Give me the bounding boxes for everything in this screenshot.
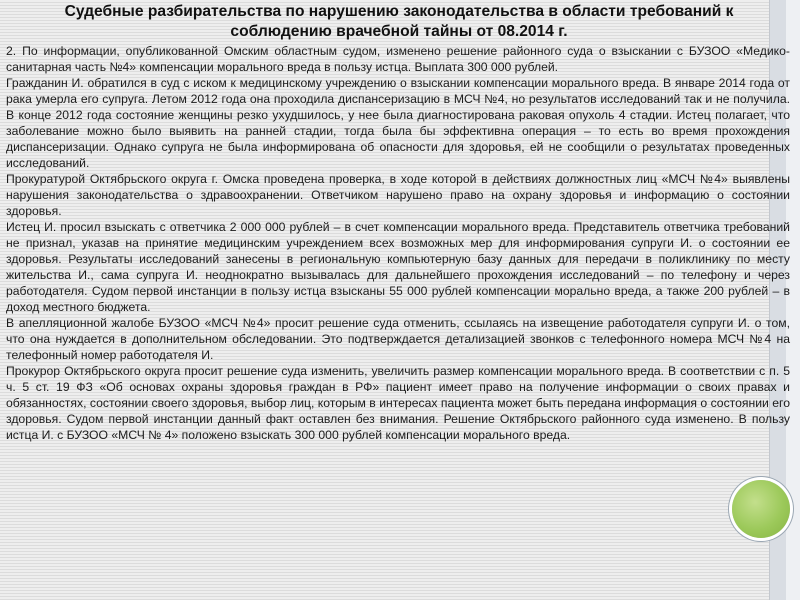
slide-body (6, 43, 792, 443)
paragraph-intro: 2. По информации, опубликованной Омским областным судом, изменено решение районного суда о взыскании с БУЗОО «Медико-санитарная часть №4» компенсации морального вреда в пользу истца. Выплата 300 000 рублей. (6, 44, 790, 74)
slide-title: Судебные разбирательства по нарушению законодательства в области требований к соблюдению врачебной тайны от 08.2014 г. (64, 3, 734, 40)
paragraph-claim: Гражданин И. обратился в суд с иском к медицинскому учреждению о взыскании компенсации морального вреда. В январе 2014 года от рака умерла его супруга. Летом 2012 года она проходила диспансеризацию в МСЧ №4, но результатов исследований так и не получила. В конце 2012 года состояние женщины резко ухудшилось, у нее была диагностирована раковая опухоль 4 стадии. Истец полагает, что заболевание можно было выявить на ранней стадии, тогда была бы эффективна операция – то есть во время прохождения диспансеризации. Однако супруга не была информирована об опасности для здоровья, ей не сообщили о результатах проведенных исследований. (6, 76, 790, 170)
paragraph-decision: Прокурор Октябрьского округа просит решение суда изменить, увеличить размер компенсации морального вреда. В соответствии с п. 5 ч. 5 ст. 19 ФЗ «Об основах охраны здоровья граждан в РФ» пациент имеет право на получение информации о своих правах и обязанностях, состоянии своего здоровья, выбор лиц, которым в интересах пациента может быть передана информация о состоянии его здоровья. Судом первой инстанции данный факт оставлен без внимания. Решение Октябрьского районного суда изменено. В пользу истца И. с БУЗОО «МСЧ № 4» положено взыскать 300 000 рублей компенсации морального вреда. (6, 364, 790, 442)
paragraph-appeal: В апелляционной жалобе БУЗОО «МСЧ №4» просит решение суда отменить, ссылаясь на извещение работодателя супруги И. о том, что она нуждается в дополнительном обследовании. Это подтверждается детализацией звонков с телефонного номера МСЧ №4 на телефонный номер работодателя И. (6, 316, 790, 362)
paragraph-prosecutor-check: Прокуратурой Октябрьского округа г. Омска проведена проверка, в ходе которой в действиях должностных лиц «МСЧ №4» выявлены нарушения законодательства о здравоохранении. Ответчиком нарушено право на охрану здоровья и информацию о состоянии здоровья. (6, 172, 790, 218)
paragraph-first-instance: Истец И. просил взыскать с ответчика 2 000 000 рублей – в счет компенсации морального вреда. Представитель ответчика требований не признал, указав на принятие медицинским учреждением всех возможных мер для информирования супруги И. о состоянии ее здоровья. Результаты исследований занесены в региональную компьютерную базу данных для передачи в поликлинику по месту жительства И., сама супруга И. неоднократно вызывалась для дальнейшего прохождения исследований – по телефону и через работодателя. Судом первой инстанции в пользу истца взысканы 55 000 рублей компенсации морально вреда, а также 200 рублей – в доход местного бюджета. (6, 220, 790, 314)
slide-content (6, 2, 792, 598)
